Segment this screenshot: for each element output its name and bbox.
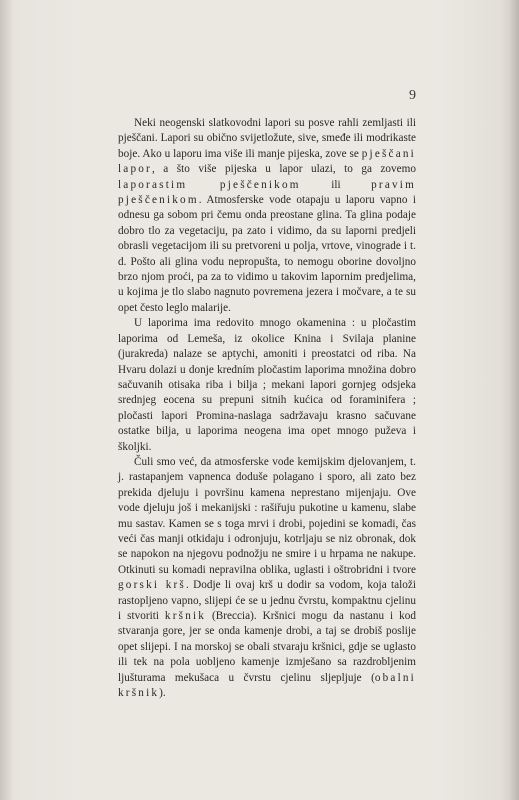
spaced-term: gorski krš <box>118 579 186 592</box>
page-body <box>118 116 416 701</box>
text-run: ). <box>159 687 166 700</box>
spaced-term: pješčani lapor <box>118 147 416 176</box>
text-run: Neki neogenski slatkovodni lapori su posve rahli zemljasti ili pješčani. Lapori su obično svijetložute, sive, smeđe ili modrikaste boje. Ako u laporu ima više ili manje pijeska, zove se <box>118 117 416 160</box>
text-run: . Dodje li ovaj krš u dodir sa vodom, koja taloži rastopljeno vapno, slijepi će se u jednu čvrstu, kompaktnu cjelinu i stvoriti <box>118 579 416 622</box>
page-number: 9 <box>409 88 416 103</box>
paragraph-krs <box>118 455 416 702</box>
spaced-term: laporastim pješčenikom <box>118 178 301 191</box>
text-run: (Breccia). Kršnici mogu da nastanu i kod stvaranja gore, jer se onda kamenje drobi, a taj se drobiš poslije opet slijepi. I na morskoj se obali stvaraju kršnici, gdje se uglasto ili tek na pola uobljeno kamenje izmješano sa razdrobljenim ljušturama mekušaca u čvrstu cjelinu sljepljuje ( <box>118 610 416 684</box>
text-run: Čuli smo već, da atmosferske vode kemijskim djelovanjem, t. j. rastapanjem vapnenca doduše polagano i sporo, ali zato bez prekida djeluju i površinu kamena neprestano mijenjaju. Ove vode djeluju još i mekanijski : rašiřuju pukotine u kamenu, slabe mu sastav. Kamen se s toga mrvi i drobi, pojedini se komadi, čas veći čas manji otkidaju i odronjuju, kotrljaju se niz obronak, dok se napokon na njegovu podnožju ne smire i u hrpama ne nakupe. Otkinuti su komadi nepravilna oblika, uglasti i oštrobridni i tvore <box>118 455 416 576</box>
paragraph-okamenine <box>118 316 416 455</box>
spaced-term: obalni kršnik <box>118 671 416 700</box>
text-run: U laporima ima redovito mnogo okamenina : u pločastim laporima od Lemeša, iz okolice Knina i Svilaja planine (jurakreda) nalaze se aptychi, amoniti i preostatci od riba. Na Hvaru dolazi u donje kredním pločastim laporima množina dobro sačuvanih otisaka riba i bilja ; mekani lapori gornjeg odsjeka srednjeg eocena su prepuni sitnih kućica od foraminifera ; pločasti lapori Promina-naslaga sadržavaju krasno sačuvane ostatke bilja, u laporima neogena ima opet mnogo puževa i školjki. <box>118 317 416 453</box>
text-run: ili <box>300 178 372 191</box>
text-run: . Atmosferske vode otapaju u laporu vapno i odnesu ga sobom pri čemu onda preostane glina. Ta glina podaje dobro tlo za vegetaciju, pa zato i vidimo, da su laporni predjeli obrasli vegetacijom ili su pretvoreni u polja, vrtove, vinograde i t. d. Pošto ali glina vodu nepropušta, to nemogu oborine dovoljno brzo njom proći, pa za to vidimo u takovim lapornim predjelima, u kojima je tlo slabo nagnuto povremena jezera i močvare, a te su opet često leglo malarije. <box>118 194 416 314</box>
spaced-term: pravim pješčenikom <box>118 178 416 207</box>
page-edge-shadow <box>509 0 519 800</box>
spaced-term: kršnik <box>164 610 207 622</box>
paragraph-lapori <box>118 116 416 316</box>
text-run: , a što više pijeska u lapor ulazi, to ga zovemo <box>152 163 416 176</box>
